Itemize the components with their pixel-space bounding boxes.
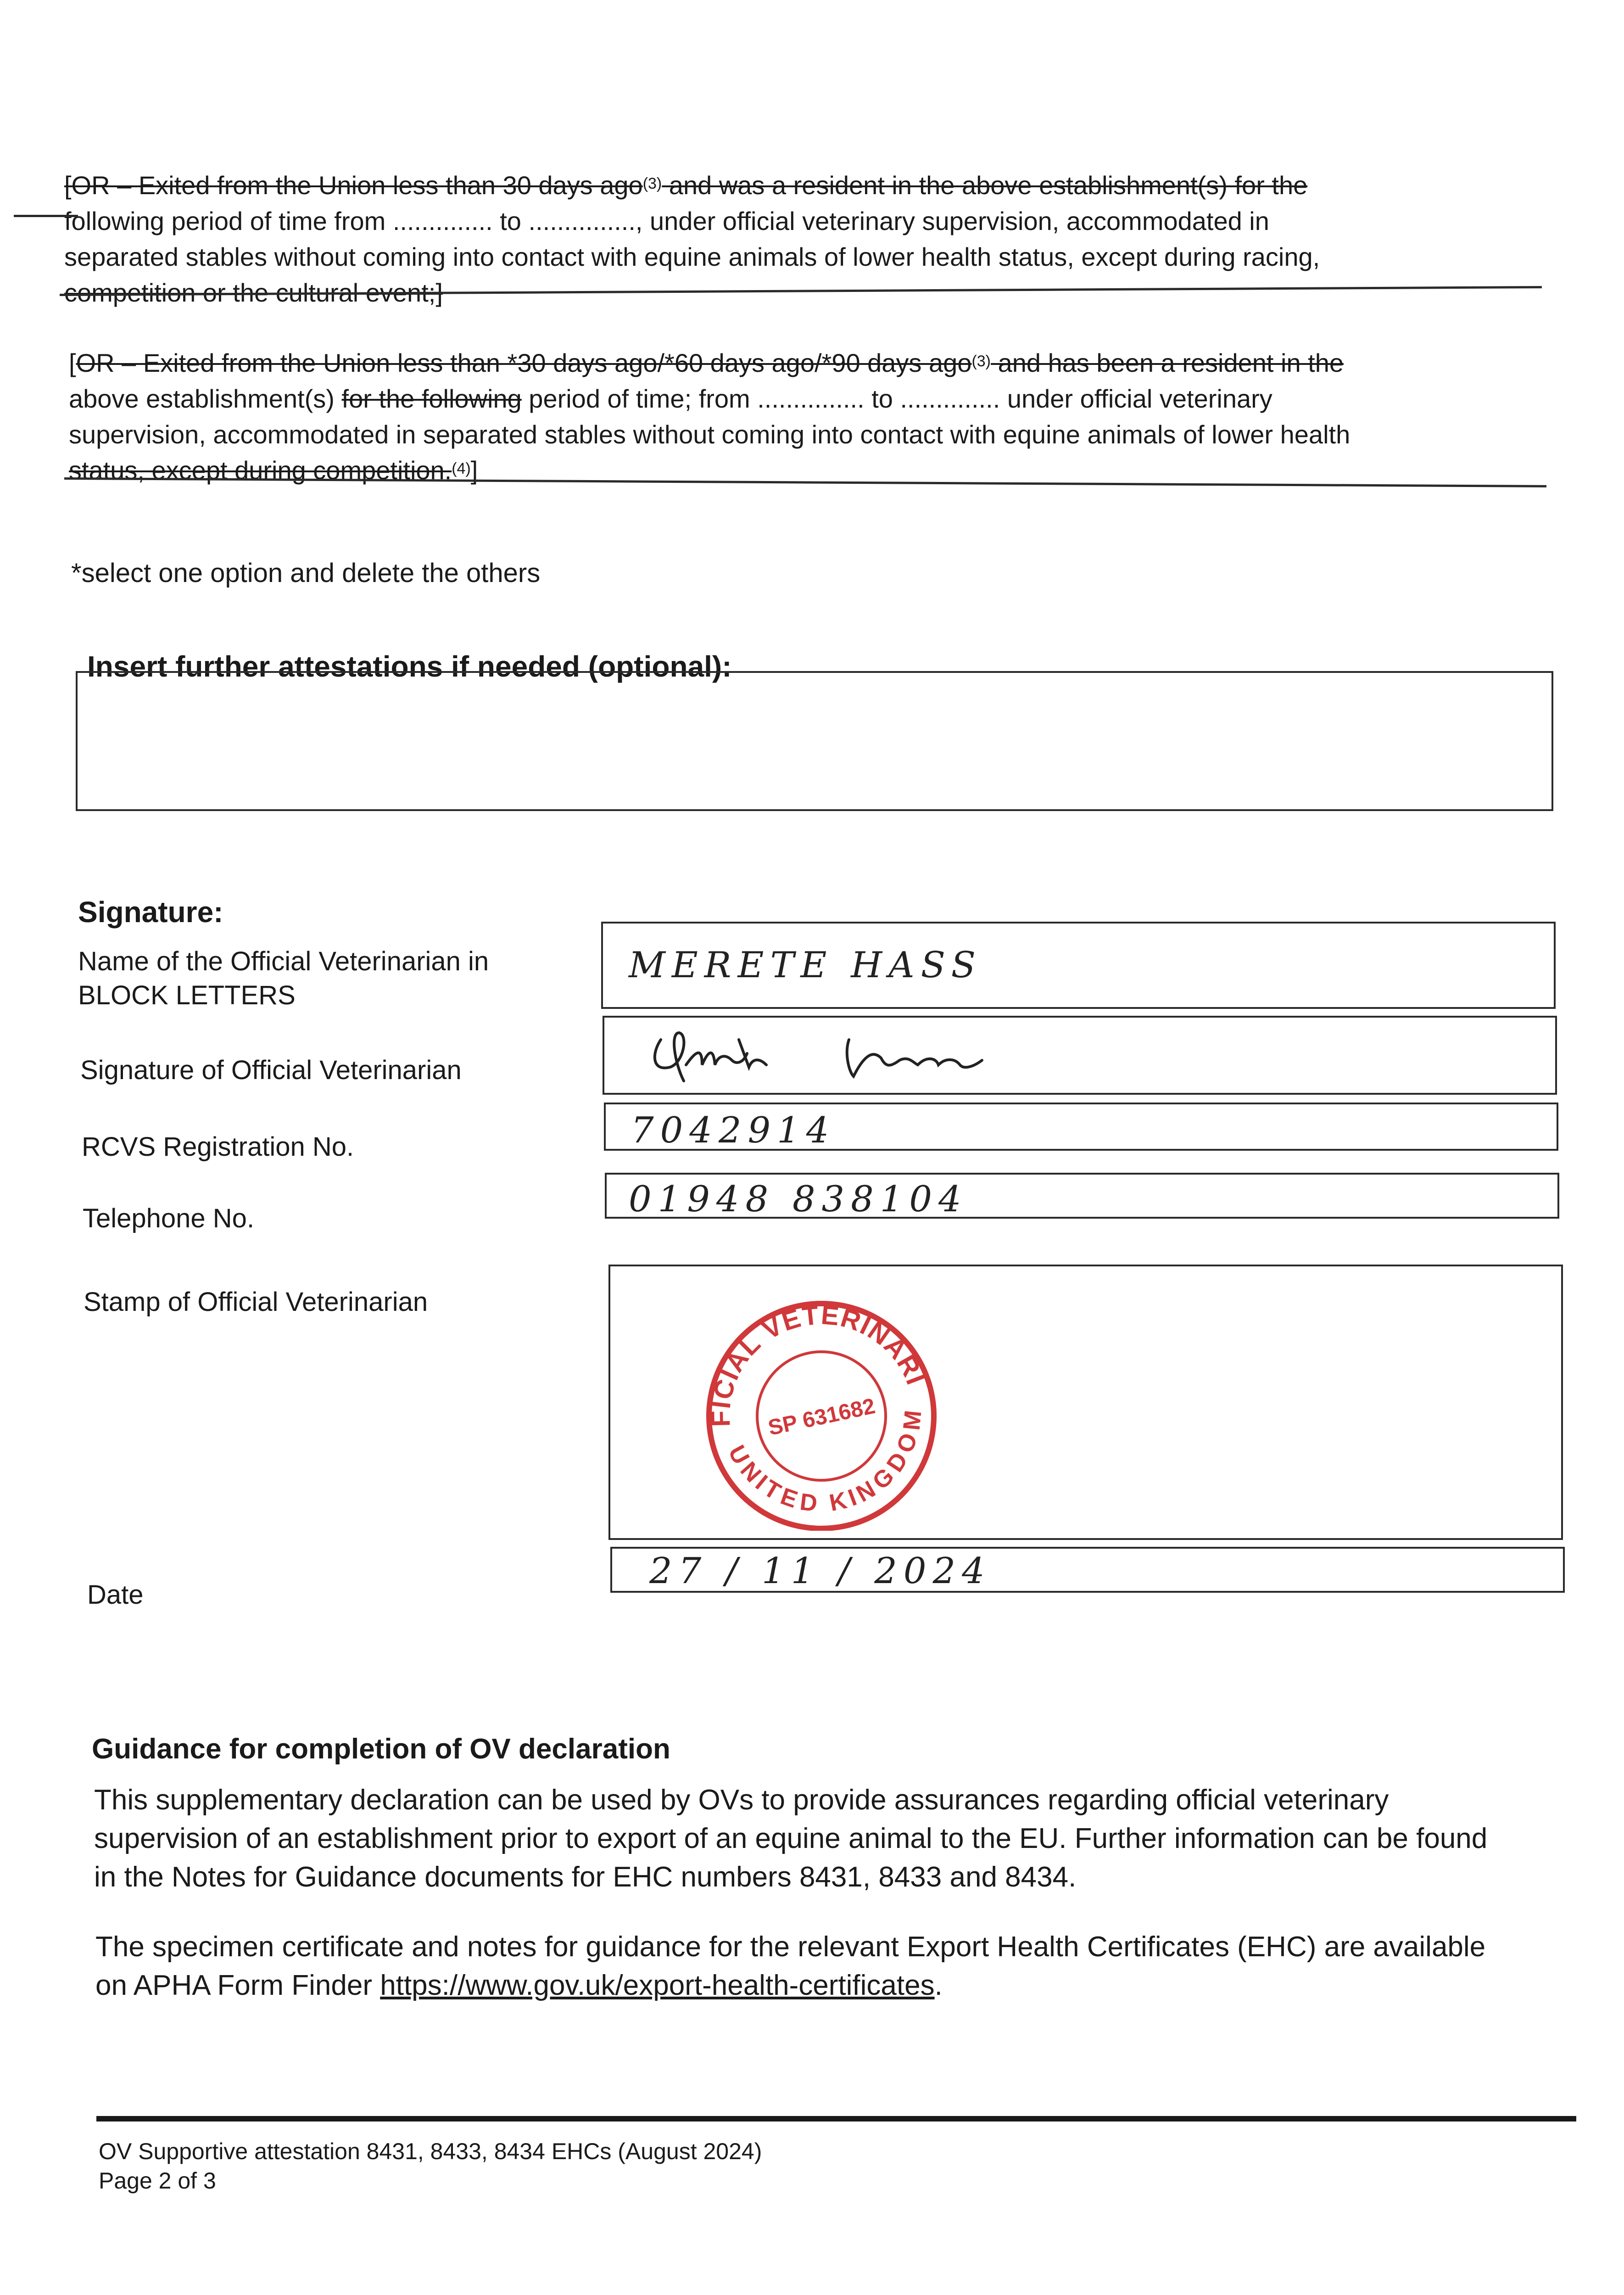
form-finder-link[interactable]: https://www.gov.uk/export-health-certificates	[380, 1970, 935, 2001]
footer	[99, 2137, 762, 2195]
official-veterinarian-stamp	[693, 1292, 950, 1531]
guidance-paragraph-1: This supplementary declaration can be used by OVs to provide assurances regarding official veterinary supervision of an establishment prior to export of an equine animal to the EU. Further information can be found in the Notes for Guidance documents for EHC numbers 8431, 8433 and 8434.	[94, 1784, 1488, 1893]
page-number: Page 2 of 3	[99, 2168, 216, 2194]
struck-text: [OR – Exited from the Union less than 30 days ago	[64, 171, 643, 200]
stamp-label: Stamp of Official Veterinarian	[84, 1287, 428, 1317]
stamp-top-text: OFFICIAL VETERINARIAN	[705, 1300, 931, 1427]
rcvs-value: 7042914	[631, 1110, 836, 1151]
telephone-value: 01948 838104	[629, 1179, 968, 1220]
select-note: *select one option and delete the others	[71, 558, 541, 588]
further-attestations-box[interactable]	[76, 671, 1553, 811]
handwritten-signature	[633, 1021, 1028, 1090]
telephone-label: Telephone No.	[83, 1203, 255, 1233]
date-value: 27 / 11 / 2024	[649, 1551, 991, 1592]
name-label: Name of the Official Veterinarian in BLOCK LETTERS	[78, 946, 489, 1010]
signature-heading: Signature:	[78, 896, 223, 929]
stamp-bottom-text: UNITED KINGDOM	[723, 1408, 927, 1517]
further-attestations-heading: Insert further attestations if needed (optional):	[87, 650, 732, 683]
rcvs-label: RCVS Registration No.	[82, 1132, 354, 1162]
footer-rule	[96, 2116, 1576, 2121]
option-paragraph-2: [OR – Exited from the Union less than *30 days ago/*60 days ago/*90 days ago$^{(3)}$ and has been a resident in the above establishment(s) for the following period of time; from ............... to .............. under official veterinary supervision, accommodated in separated stables without coming into contact with equine animals of lower health status, except during competition.$^{(4)}$]	[69, 348, 1351, 485]
pen-strike-line	[14, 215, 78, 217]
signature-label: Signature of Official Veterinarian	[80, 1055, 462, 1085]
footer-form-title: OV Supportive attestation 8431, 8433, 8434 EHCs (August 2024)	[99, 2138, 762, 2164]
guidance-paragraph-2: The specimen certificate and notes for guidance for the relevant Export Health Certificates (EHC) are available on APHA Form Finder https://www.gov.uk/export-health-certificates.	[95, 1931, 1486, 2001]
stamp-center-text: SP 631682	[766, 1394, 877, 1440]
name-value: MERETE HASS	[629, 945, 982, 986]
guidance-heading: Guidance for completion of OV declaration	[92, 1733, 670, 1765]
date-label: Date	[87, 1580, 144, 1610]
option-paragraph-1: [OR – Exited from the Union less than 30 days ago$^{(3)}$ and was a resident in the above establishment(s) for the following period of time from .............. to ..............., under official veterinary supervision, accommodated in separated stables without coming into contact with equine animals of lower health status, except during racing, competition or the cultural event;]	[64, 171, 1320, 307]
